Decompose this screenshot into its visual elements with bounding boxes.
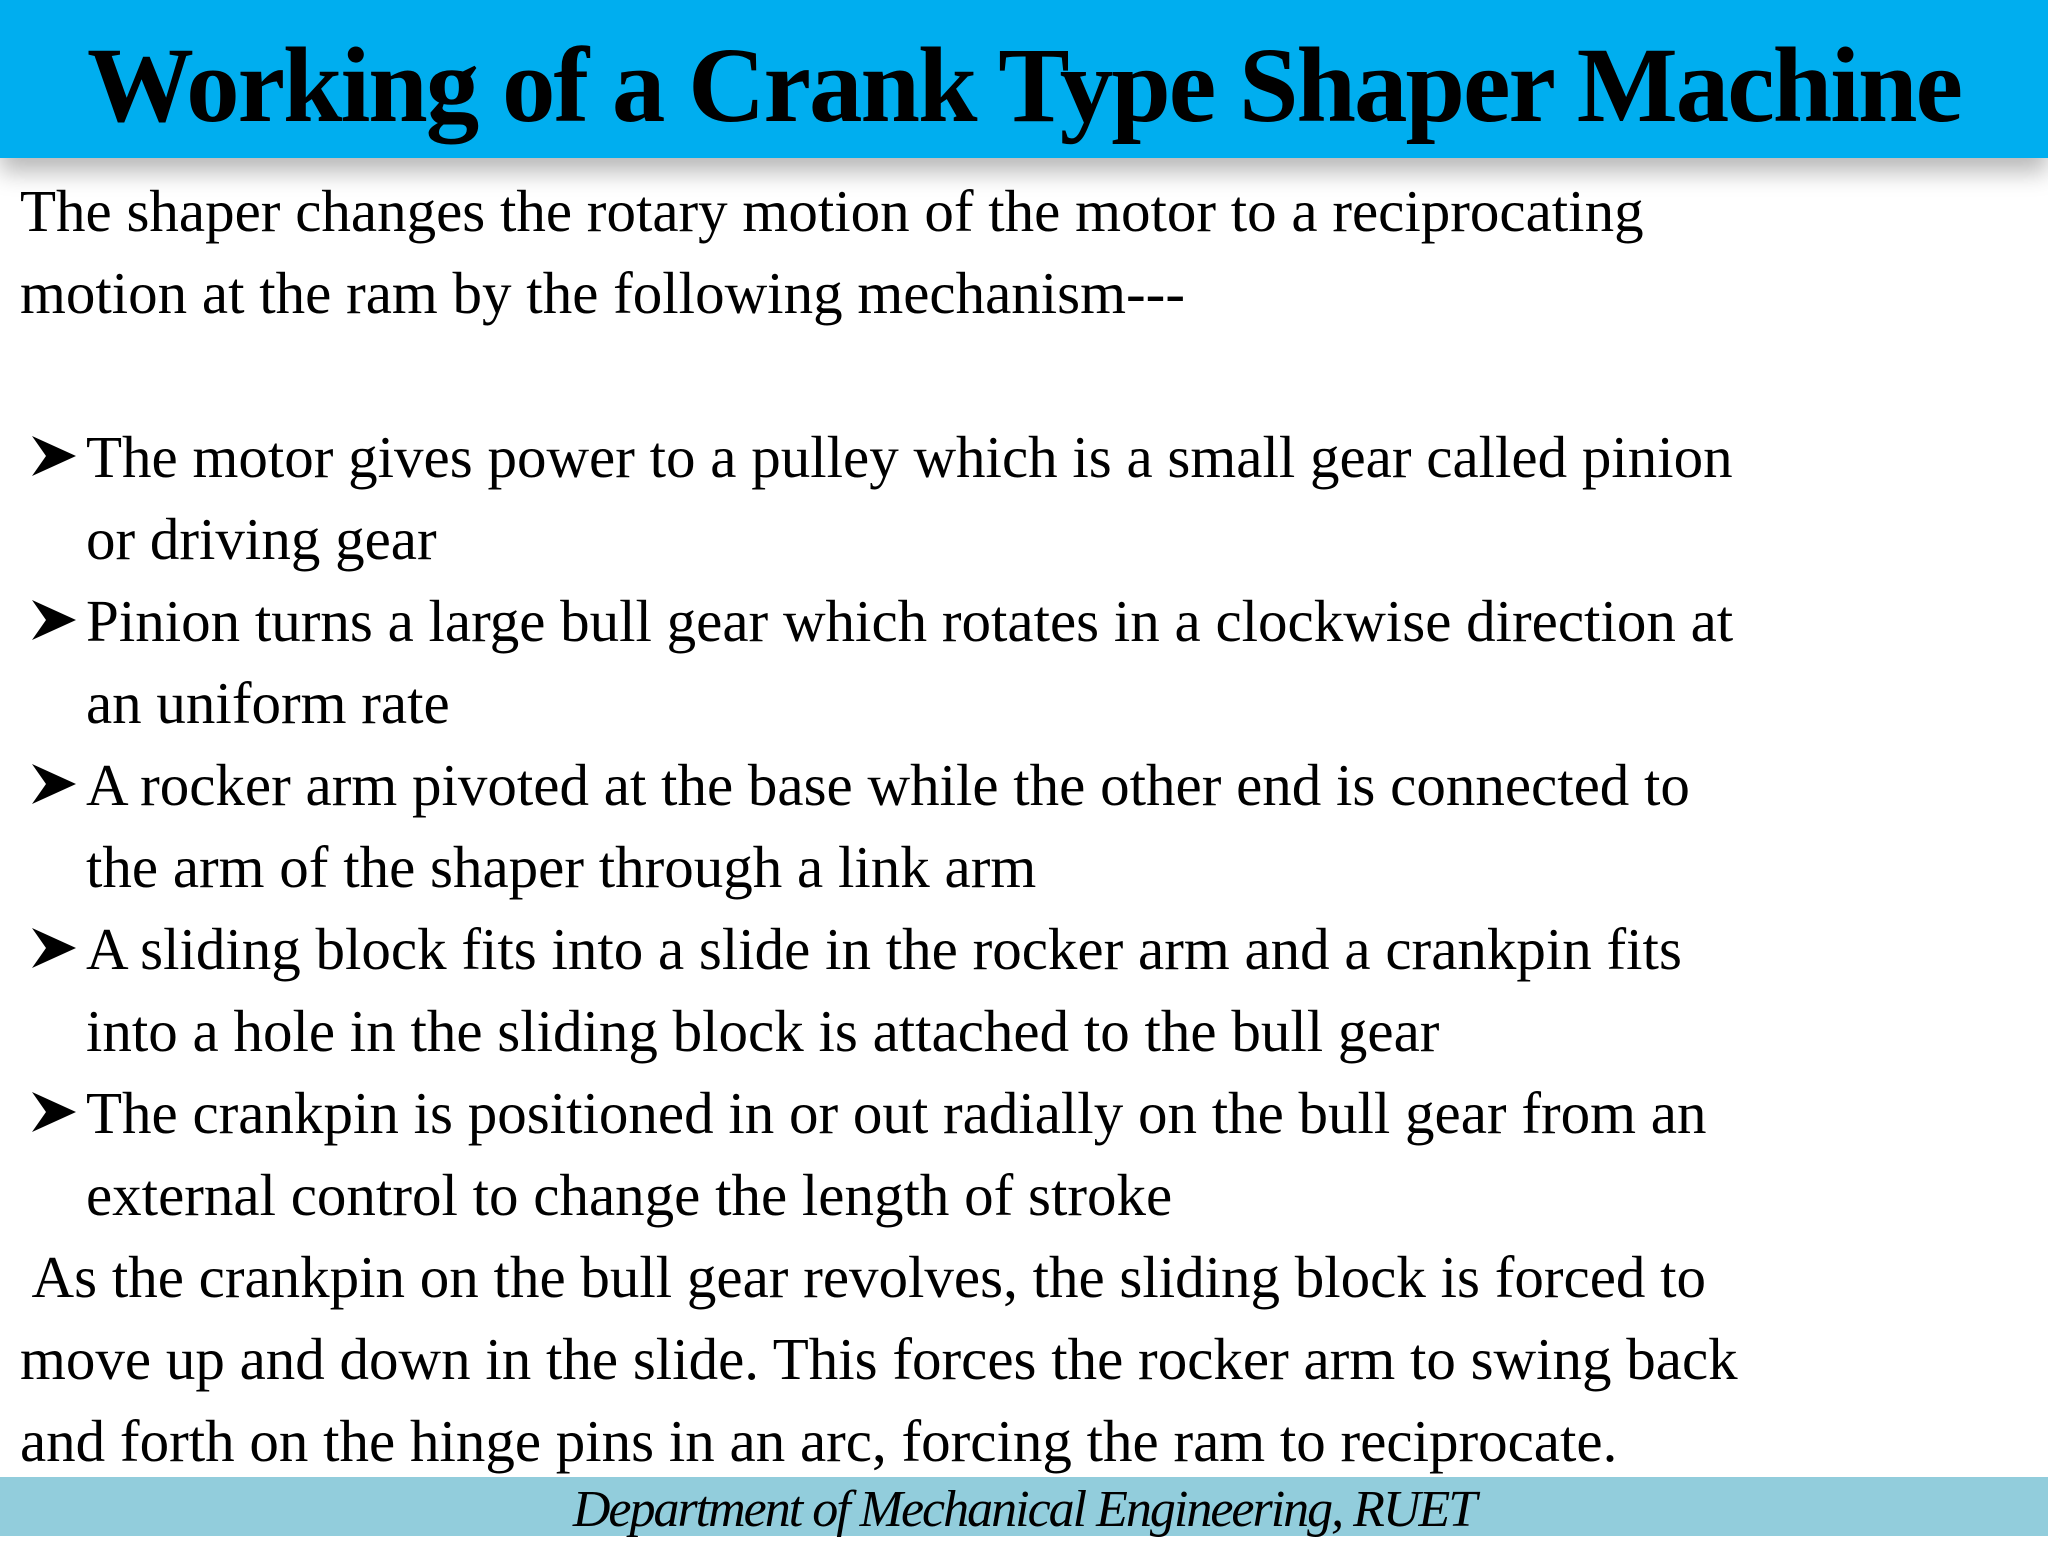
arrow-bullet-icon bbox=[28, 1086, 80, 1138]
arrow-bullet-icon bbox=[28, 758, 80, 810]
slide-title: Working of a Crank Type Shaper Machine bbox=[86, 27, 1962, 145]
intro-line: motion at the ram by the following mechanism--- bbox=[20, 260, 1185, 326]
arrow-bullet-icon bbox=[28, 430, 80, 482]
bullet-text: The crankpin is positioned in or out radially on the bull gear from an bbox=[86, 1080, 1707, 1146]
closing-line: and forth on the hinge pins in an arc, forcing the ram to reciprocate. bbox=[20, 1408, 1618, 1474]
intro-line: The shaper changes the rotary motion of the motor to a reciprocating bbox=[20, 178, 1644, 244]
bullet-text: Pinion turns a large bull gear which rotates in a clockwise direction at bbox=[86, 588, 1734, 654]
arrow-bullet-icon bbox=[28, 594, 80, 646]
closing-line: As the crankpin on the bull gear revolves, the sliding block is forced to bbox=[20, 1244, 1707, 1310]
bullet-text: the arm of the shaper through a link arm bbox=[86, 834, 1037, 900]
closing-line: move up and down in the slide. This forces the rocker arm to swing back bbox=[20, 1326, 1738, 1392]
arrow-bullet-icon bbox=[28, 922, 80, 974]
bullet-text: external control to change the length of stroke bbox=[86, 1162, 1173, 1228]
bullet-text: A rocker arm pivoted at the base while the other end is connected to bbox=[86, 752, 1690, 818]
bullet-text: A sliding block fits into a slide in the rocker arm and a crankpin fits bbox=[86, 916, 1682, 982]
slide-body bbox=[0, 160, 2048, 1475]
bullet-text: or driving gear bbox=[86, 506, 437, 572]
bullet-text: into a hole in the sliding block is attached to the bull gear bbox=[86, 998, 1440, 1064]
bullet-text: an uniform rate bbox=[86, 670, 450, 736]
bullet-text: The motor gives power to a pulley which is a small gear called pinion bbox=[86, 424, 1733, 490]
footer-text: Department of Mechanical Engineering, RUET bbox=[572, 1481, 1476, 1538]
